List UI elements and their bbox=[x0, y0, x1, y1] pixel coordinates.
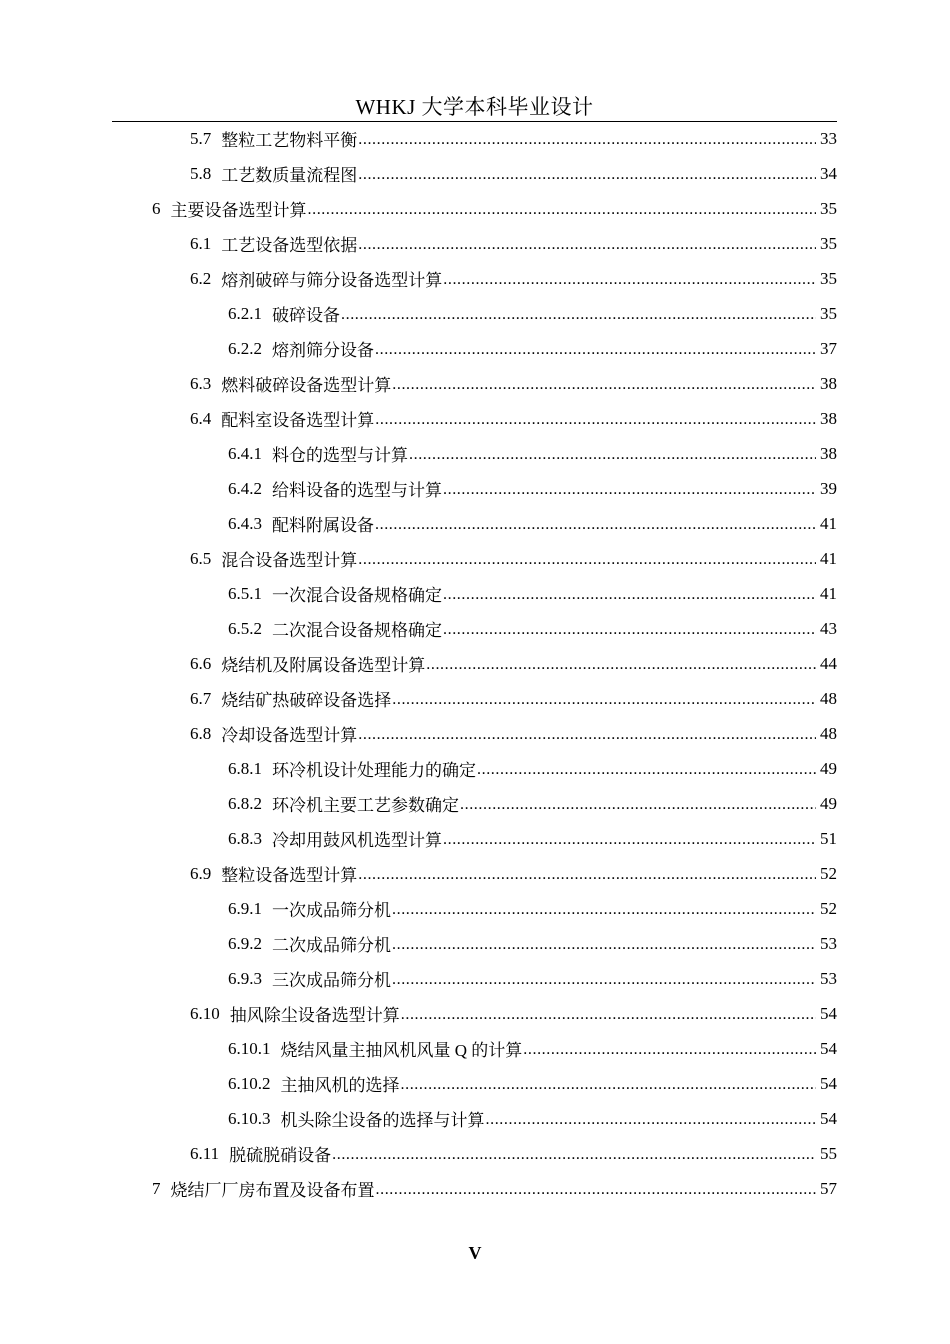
toc-dot-leader bbox=[358, 234, 816, 254]
toc-dot-leader bbox=[375, 409, 816, 429]
toc-entry-title: 熔剂破碎与筛分设备选型计算 bbox=[221, 271, 443, 290]
toc-dot-leader bbox=[443, 584, 816, 604]
toc-entry-page: 51 bbox=[820, 828, 837, 848]
toc-entry[interactable] bbox=[190, 121, 837, 156]
toc-entry-number: 6.2.2 bbox=[228, 338, 262, 358]
toc-entry-number: 6.10.2 bbox=[228, 1073, 271, 1093]
toc-entry-page: 49 bbox=[820, 793, 837, 813]
toc-entry-title: 烧结矿热破碎设备选择 bbox=[221, 691, 392, 710]
toc-entry-number: 6.3 bbox=[190, 373, 212, 393]
toc-entry-page: 48 bbox=[820, 688, 837, 708]
toc-dot-leader bbox=[443, 269, 816, 289]
toc-dot-leader bbox=[358, 164, 816, 184]
toc-dot-leader bbox=[426, 654, 816, 674]
toc-entry-title: 混合设备选型计算 bbox=[221, 551, 358, 570]
toc-entry[interactable] bbox=[190, 646, 837, 681]
toc-entry-title: 一次混合设备规格确定 bbox=[272, 586, 442, 605]
toc-entry[interactable] bbox=[190, 716, 837, 751]
toc-dot-leader bbox=[392, 969, 816, 989]
toc-entry-number: 6.4.2 bbox=[228, 478, 262, 498]
toc-dot-leader bbox=[401, 1004, 816, 1024]
toc-dot-leader bbox=[392, 899, 816, 919]
toc-entry[interactable] bbox=[190, 261, 837, 296]
toc-entry-number: 6.4.1 bbox=[228, 443, 262, 463]
toc-entry[interactable] bbox=[190, 156, 837, 191]
toc-entry-number: 6.5.1 bbox=[228, 583, 262, 603]
toc-entry-page: 38 bbox=[820, 373, 837, 393]
toc-entry-title: 环冷机主要工艺参数确定 bbox=[272, 796, 459, 815]
toc-entry-number: 5.8 bbox=[190, 163, 212, 183]
toc-entry-number: 6.8.2 bbox=[228, 793, 262, 813]
toc-entry-page: 57 bbox=[820, 1178, 837, 1198]
toc-dot-leader bbox=[392, 934, 816, 954]
toc-entry-title: 配料附属设备 bbox=[272, 516, 374, 535]
toc-entry-title: 配料室设备选型计算 bbox=[221, 411, 375, 430]
toc-entry-title: 烧结机及附属设备选型计算 bbox=[221, 656, 426, 675]
toc-entry-number: 6.10.1 bbox=[228, 1038, 271, 1058]
toc-entry[interactable] bbox=[228, 471, 837, 506]
toc-dot-leader bbox=[401, 1074, 817, 1094]
toc-entry-number: 6.8.1 bbox=[228, 758, 262, 778]
toc-dot-leader bbox=[523, 1039, 816, 1059]
toc-entry[interactable] bbox=[228, 961, 837, 996]
toc-dot-leader bbox=[341, 304, 816, 324]
toc-entry-number: 6.4.3 bbox=[228, 513, 262, 533]
toc-dot-leader bbox=[477, 759, 816, 779]
toc-entry-page: 35 bbox=[820, 233, 837, 253]
toc-entry[interactable] bbox=[228, 1066, 837, 1101]
toc-entry-title: 冷却用鼓风机选型计算 bbox=[272, 831, 442, 850]
toc-entry[interactable] bbox=[228, 1101, 837, 1136]
toc-entry[interactable] bbox=[190, 226, 837, 261]
toc-entry-title: 抽风除尘设备选型计算 bbox=[229, 1006, 400, 1025]
toc-dot-leader bbox=[376, 1179, 817, 1199]
toc-entry[interactable] bbox=[228, 1031, 837, 1066]
toc-entry-number: 6.9 bbox=[190, 863, 212, 883]
toc-entry[interactable] bbox=[190, 856, 837, 891]
toc-dot-leader bbox=[358, 724, 816, 744]
toc-entry-title: 机头除尘设备的选择与计算 bbox=[280, 1111, 485, 1130]
toc-dot-leader bbox=[486, 1109, 817, 1129]
toc-entry-number: 6.8.3 bbox=[228, 828, 262, 848]
toc-entry-title: 熔剂筛分设备 bbox=[272, 341, 374, 360]
toc-entry-title: 二次混合设备规格确定 bbox=[272, 621, 442, 640]
toc-entry-page: 37 bbox=[820, 338, 837, 358]
toc-entry-page: 35 bbox=[820, 303, 837, 323]
toc-dot-leader bbox=[443, 829, 816, 849]
toc-entry[interactable] bbox=[228, 891, 837, 926]
toc-entry-page: 35 bbox=[820, 198, 837, 218]
toc-entry-page: 52 bbox=[820, 863, 837, 883]
toc-entry-title: 主抽风机的选择 bbox=[280, 1076, 400, 1095]
toc-dot-leader bbox=[308, 199, 817, 219]
toc-entry[interactable] bbox=[152, 1171, 837, 1206]
toc-entry[interactable] bbox=[228, 611, 837, 646]
toc-entry-page: 38 bbox=[820, 443, 837, 463]
toc-entry[interactable] bbox=[228, 926, 837, 961]
toc-entry-title: 整粒工艺物料平衡 bbox=[221, 131, 358, 150]
toc-dot-leader bbox=[332, 1144, 816, 1164]
toc-entry-page: 48 bbox=[820, 723, 837, 743]
toc-entry-page: 44 bbox=[820, 653, 837, 673]
toc-entry-title: 给料设备的选型与计算 bbox=[272, 481, 442, 500]
toc-entry-number: 6.5 bbox=[190, 548, 212, 568]
toc-entry-title: 三次成品筛分机 bbox=[272, 971, 391, 990]
toc-dot-leader bbox=[358, 864, 816, 884]
toc-entry-number: 6.8 bbox=[190, 723, 212, 743]
toc-entry-page: 33 bbox=[820, 128, 837, 148]
toc-dot-leader bbox=[375, 514, 816, 534]
toc-entry-title: 烧结厂厂房布置及设备布置 bbox=[170, 1181, 375, 1200]
toc-entry-title: 料仓的选型与计算 bbox=[272, 446, 408, 465]
toc-entry[interactable] bbox=[190, 401, 837, 436]
toc-entry-page: 53 bbox=[820, 968, 837, 988]
toc-entry[interactable] bbox=[228, 751, 837, 786]
toc-entry-title: 烧结风量主抽风机风量 Q 的计算 bbox=[280, 1041, 523, 1060]
toc-entry-page: 39 bbox=[820, 478, 837, 498]
toc-entry-title: 破碎设备 bbox=[272, 306, 340, 325]
toc-entry-page: 49 bbox=[820, 758, 837, 778]
toc-entry-number: 6.9.2 bbox=[228, 933, 262, 953]
toc-entry-page: 54 bbox=[820, 1108, 837, 1128]
toc-entry-title: 冷却设备选型计算 bbox=[221, 726, 358, 745]
toc-entry-title: 脱硫脱硝设备 bbox=[229, 1146, 332, 1165]
toc-entry[interactable] bbox=[228, 506, 837, 541]
toc-entry-title: 整粒设备选型计算 bbox=[221, 866, 358, 885]
toc-entry-number: 6.9.1 bbox=[228, 898, 262, 918]
page-number: V bbox=[468, 1243, 482, 1263]
toc-entry-number: 6.1 bbox=[190, 233, 212, 253]
toc-entry-page: 54 bbox=[820, 1073, 837, 1093]
toc-dot-leader bbox=[358, 549, 816, 569]
toc-entry-title: 工艺数质量流程图 bbox=[221, 166, 358, 185]
toc-entry-page: 38 bbox=[820, 408, 837, 428]
toc-entry-page: 54 bbox=[820, 1003, 837, 1023]
toc-entry-page: 55 bbox=[820, 1143, 837, 1163]
toc-entry-number: 6 bbox=[152, 198, 161, 218]
toc-entry-title: 一次成品筛分机 bbox=[272, 901, 391, 920]
toc-dot-leader bbox=[443, 479, 816, 499]
toc-dot-leader bbox=[375, 339, 816, 359]
toc-entry[interactable] bbox=[228, 786, 837, 821]
toc-entry-number: 6.7 bbox=[190, 688, 212, 708]
toc-entry[interactable] bbox=[190, 996, 837, 1031]
toc-entry-page: 41 bbox=[820, 513, 837, 533]
toc-entry-title: 二次成品筛分机 bbox=[272, 936, 391, 955]
toc-entry-title: 主要设备选型计算 bbox=[170, 201, 307, 220]
toc-entry[interactable] bbox=[228, 296, 837, 331]
toc-entry-page: 41 bbox=[820, 583, 837, 603]
toc-entry[interactable] bbox=[190, 541, 837, 576]
toc-entry-title: 燃料破碎设备选型计算 bbox=[221, 376, 392, 395]
toc-dot-leader bbox=[409, 444, 816, 464]
toc-entry[interactable] bbox=[228, 821, 837, 856]
toc-entry-number: 7 bbox=[152, 1178, 161, 1198]
toc-entry[interactable] bbox=[190, 1136, 837, 1171]
toc-entry-number: 6.10.3 bbox=[228, 1108, 271, 1128]
toc-entry-title: 环冷机设计处理能力的确定 bbox=[272, 761, 476, 780]
toc-entry-number: 6.10 bbox=[190, 1003, 220, 1023]
toc-entry-number: 6.2 bbox=[190, 268, 212, 288]
toc-entry[interactable] bbox=[228, 436, 837, 471]
page-header: WHKJ 大学本科毕业设计 bbox=[355, 95, 594, 119]
toc-entry-page: 41 bbox=[820, 548, 837, 568]
toc-entry-number: 6.4 bbox=[190, 408, 212, 428]
toc-entry-page: 53 bbox=[820, 933, 837, 953]
toc-entry[interactable] bbox=[228, 576, 837, 611]
toc-dot-leader bbox=[358, 129, 816, 149]
toc-entry-page: 52 bbox=[820, 898, 837, 918]
toc-entry-number: 5.7 bbox=[190, 128, 212, 148]
toc-entry-number: 6.11 bbox=[190, 1143, 220, 1163]
toc-entry-page: 43 bbox=[820, 618, 837, 638]
toc-dot-leader bbox=[443, 619, 816, 639]
toc-entry[interactable] bbox=[190, 366, 837, 401]
toc-entry-number: 6.6 bbox=[190, 653, 212, 673]
toc-entry-number: 6.9.3 bbox=[228, 968, 262, 988]
toc-entry-page: 35 bbox=[820, 268, 837, 288]
toc-entry-number: 6.5.2 bbox=[228, 618, 262, 638]
toc-entry-page: 34 bbox=[820, 163, 837, 183]
toc-entry[interactable] bbox=[228, 331, 837, 366]
toc-entry[interactable] bbox=[152, 191, 837, 226]
toc-entry-page: 54 bbox=[820, 1038, 837, 1058]
toc-entry[interactable] bbox=[190, 681, 837, 716]
toc-entry-number: 6.2.1 bbox=[228, 303, 262, 323]
toc-dot-leader bbox=[392, 374, 816, 394]
toc-entry-title: 工艺设备选型依据 bbox=[221, 236, 358, 255]
toc-dot-leader bbox=[460, 794, 816, 814]
toc-dot-leader bbox=[392, 689, 816, 709]
